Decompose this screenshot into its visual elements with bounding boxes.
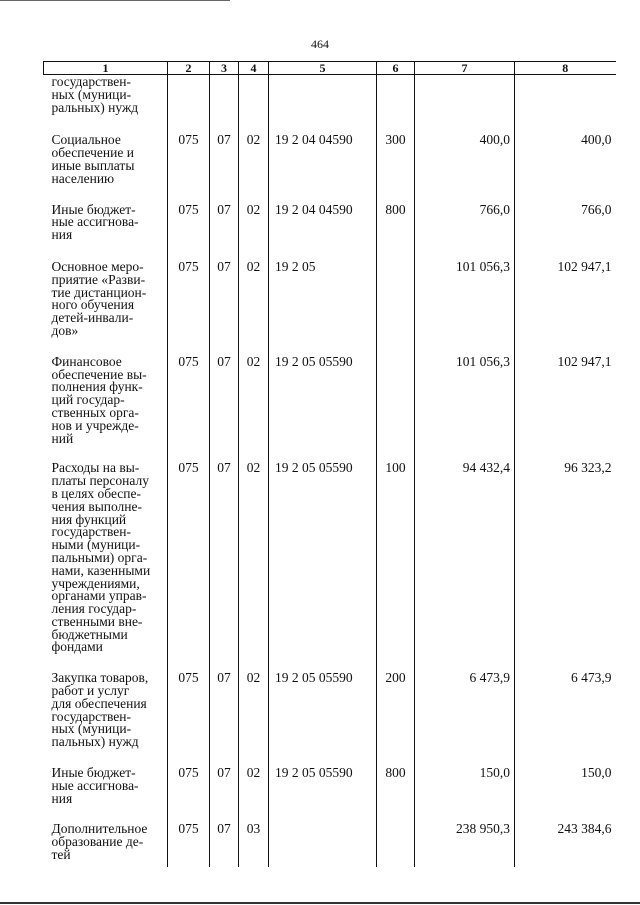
- col-header-1: 1: [44, 62, 168, 75]
- row-value-7: 94 432,4: [415, 462, 515, 672]
- row-code-5: 19 2 04 04590: [269, 134, 377, 203]
- row-code-3: 07: [210, 767, 239, 823]
- row-code-4: 02: [239, 356, 269, 463]
- row-code-6: [377, 261, 415, 356]
- row-code-6: 300: [377, 134, 415, 203]
- row-value-8: 243 384,6: [515, 823, 616, 867]
- row-code-6: [377, 75, 415, 135]
- row-code-5: 19 2 05 05590: [269, 462, 377, 672]
- scan-top-edge: [0, 0, 230, 1]
- row-code-3: 07: [210, 204, 239, 261]
- row-name: Иные бюджет- ные ассигнова- ния: [51, 201, 139, 243]
- header-row: [44, 62, 616, 75]
- table-row: [44, 261, 616, 356]
- row-code-4: 02: [239, 134, 269, 203]
- row-name: Финансовое обеспечение вы- полнения функ- ций государ- ственных орга- нов и учрежде- ний: [51, 353, 147, 446]
- row-code-4: 02: [239, 261, 269, 356]
- row-value-8: 102 947,1: [515, 356, 616, 463]
- row-code-3: 07: [210, 672, 239, 767]
- row-code-5: [269, 75, 377, 135]
- row-code-2: 075: [168, 767, 210, 823]
- row-code-6: 100: [377, 462, 415, 672]
- row-value-7: 101 056,3: [415, 261, 515, 356]
- row-value-8: 96 323,2: [515, 462, 616, 672]
- row-code-4: 03: [239, 823, 269, 867]
- row-value-8: 150,0: [515, 767, 616, 823]
- row-value-7: 400,0: [415, 134, 515, 203]
- table-row: [44, 204, 616, 261]
- row-code-4: 02: [239, 204, 269, 261]
- row-code-2: 075: [168, 204, 210, 261]
- row-code-2: [168, 75, 210, 135]
- scan-bottom-edge: [0, 902, 640, 904]
- row-code-6: 800: [377, 204, 415, 261]
- row-value-8: 6 473,9: [515, 672, 616, 767]
- row-code-6: 800: [377, 767, 415, 823]
- row-name: Закупка товаров, работ и услуг для обеспечения государствен- ных (муници- пальных) нужд: [51, 670, 149, 750]
- row-code-2: 075: [168, 134, 210, 203]
- col-header-4: 4: [239, 62, 269, 75]
- row-code-3: 07: [210, 356, 239, 463]
- row-value-8: 102 947,1: [515, 261, 616, 356]
- row-code-4: 02: [239, 767, 269, 823]
- row-name: Основное меро- приятие «Разви- тие дистанцион- ного обучения детей-инвали- дов»: [51, 258, 147, 338]
- row-value-7: 101 056,3: [415, 356, 515, 463]
- row-value-7: 766,0: [415, 204, 515, 261]
- row-code-4: 02: [239, 462, 269, 672]
- row-value-7: 238 950,3: [415, 823, 515, 867]
- row-name: государствен- ных (муници- pальных) нужд: [51, 74, 139, 115]
- table-row: [44, 75, 616, 135]
- row-code-3: 07: [210, 462, 239, 672]
- col-header-6: 6: [377, 62, 415, 75]
- row-code-5: 19 2 04 04590: [269, 204, 377, 261]
- col-header-2: 2: [168, 62, 210, 75]
- row-code-5: 19 2 05 05590: [269, 356, 377, 463]
- page-number: 464: [311, 37, 329, 51]
- table-row: [44, 462, 616, 672]
- col-header-5: 5: [269, 62, 377, 75]
- row-name: Социальное обеспечение и иные выплаты населению: [51, 132, 135, 186]
- row-value-8: [515, 75, 616, 135]
- row-value-7: 6 473,9: [415, 672, 515, 767]
- row-code-2: 075: [168, 356, 210, 463]
- table-row: [44, 823, 616, 867]
- row-name: Расходы на вы- платы персоналу в целях обеспе- чения выполне- ния функций государствен- ными (муници- пальными) орга- нами, казенными учреждениями, органами управ- ления государ- ственными вне- бюджетными фондами: [51, 460, 151, 655]
- row-code-6: [377, 823, 415, 867]
- row-code-3: 07: [210, 823, 239, 867]
- row-code-5: [269, 823, 377, 867]
- row-code-4: 02: [239, 672, 269, 767]
- row-code-2: 075: [168, 462, 210, 672]
- table-row: [44, 134, 616, 203]
- col-header-3: 3: [210, 62, 239, 75]
- col-header-7: 7: [415, 62, 515, 75]
- row-code-3: 07: [210, 134, 239, 203]
- row-code-2: 075: [168, 823, 210, 867]
- row-code-5: 19 2 05 05590: [269, 767, 377, 823]
- row-name: Дополнительное образование де- тей: [51, 821, 148, 863]
- row-code-6: 200: [377, 672, 415, 767]
- col-header-8: 8: [515, 62, 616, 75]
- row-value-7: 150,0: [415, 767, 515, 823]
- table-row: [44, 767, 616, 823]
- row-code-5: 19 2 05: [269, 261, 377, 356]
- row-code-6: [377, 356, 415, 463]
- row-value-8: 400,0: [515, 134, 616, 203]
- row-code-5: 19 2 05 05590: [269, 672, 377, 767]
- budget-table: [43, 61, 616, 867]
- row-code-2: 075: [168, 261, 210, 356]
- row-code-4: [239, 75, 269, 135]
- table-row: [44, 356, 616, 463]
- table-row: [44, 672, 616, 767]
- table-body: [44, 75, 616, 868]
- row-code-2: 075: [168, 672, 210, 767]
- row-value-8: 766,0: [515, 204, 616, 261]
- row-code-3: 07: [210, 261, 239, 356]
- row-name: Иные бюджет- ные ассигнова- ния: [51, 765, 139, 806]
- row-value-7: [415, 75, 515, 135]
- row-code-3: [210, 75, 239, 135]
